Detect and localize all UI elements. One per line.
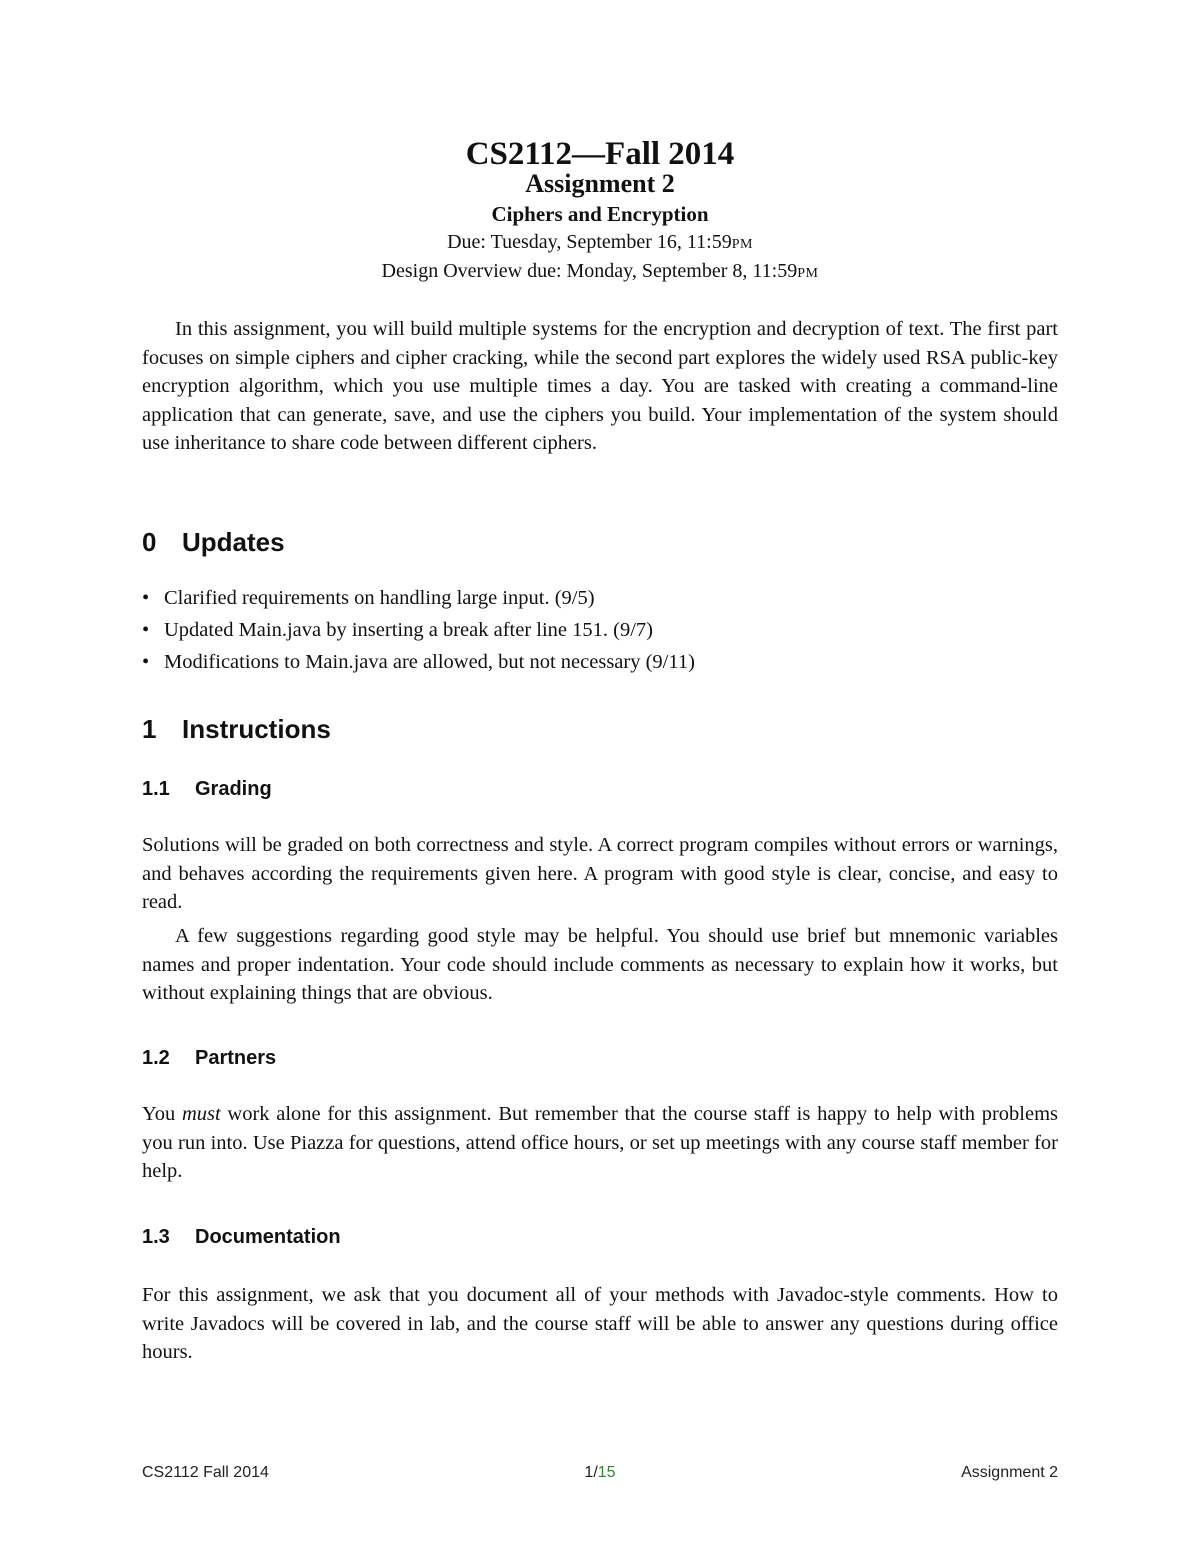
- list-item: [142, 582, 695, 614]
- intro-paragraph: In this assignment, you will build multiple systems for the encryption and decryption of text. The first part focuses on simple ciphers and cipher cracking, while the second part explores the widely used RSA public-key encryption algorithm, which you use multiple times a day. You are tasked with creating a command-line application that can generate, save, and use the ciphers you build. Your implementation of the system should use inheritance to share code between different ciphers.: [142, 318, 1058, 455]
- section-number: 1: [142, 714, 157, 744]
- design-due-pm: PM: [797, 266, 819, 281]
- list-item: [142, 646, 695, 678]
- list-item-text: Updated Main.java by inserting a break after line 151. (9/7): [164, 619, 653, 641]
- section-number: 0: [142, 527, 157, 557]
- document-subtitle: Assignment 2: [525, 169, 675, 198]
- page-current: 1/: [584, 1464, 598, 1481]
- footer-course: CS2112 Fall 2014: [142, 1464, 269, 1481]
- subsection-number: 1.3: [142, 1226, 170, 1248]
- grading-paragraph-2: A few suggestions regarding good style may be helpful. You should use brief but mnemonic variables names and proper indentation. Your code should include comments as necessary to explain how it works, but without explaining things that are obvious.: [142, 925, 1058, 1005]
- list-item: [142, 614, 695, 646]
- subsection-title: Grading: [195, 778, 272, 800]
- subsection-number: 1.2: [142, 1047, 170, 1069]
- subsection-documentation-heading: [142, 1224, 341, 1250]
- partners-text-end: work alone for this assignment. But remember that the course staff is happy to help with problems you run into. Use Piazza for questions, attend office hours, or set up meetings with any course staff member for help.: [142, 1103, 1058, 1183]
- list-item-text: Modifications to Main.java are allowed, but not necessary (9/11): [164, 651, 695, 673]
- design-due-line: [0, 258, 1200, 287]
- documentation-paragraph: For this assignment, we ask that you document all of your methods with Javadoc-style comments. How to write Javadocs will be covered in lab, and the course staff will be able to answer any questions during office hours.: [142, 1284, 1058, 1364]
- due-date-pm: PM: [731, 237, 753, 252]
- grading-paragraph-1: Solutions will be graded on both correctness and style. A correct program compiles without errors or warnings, and behaves according the requirements given here. A program with good style is clear, concise, and easy to read.: [142, 834, 1058, 914]
- bullet-icon: •: [142, 651, 150, 673]
- footer-assignment: Assignment 2: [961, 1464, 1058, 1481]
- page-footer: [142, 1464, 1058, 1488]
- subsection-title: Documentation: [195, 1226, 341, 1248]
- document-title: CS2112—Fall 2014: [465, 136, 735, 172]
- section-instructions-heading: [142, 713, 331, 745]
- partners-emphasis: must: [181, 1103, 221, 1125]
- subsection-number: 1.1: [142, 778, 170, 800]
- due-date-line: [0, 229, 1200, 258]
- bullet-icon: •: [142, 587, 150, 609]
- footer-page-number: [142, 1464, 1058, 1482]
- subsection-grading-heading: [142, 776, 272, 802]
- document-topic: Ciphers and Encryption: [491, 202, 709, 226]
- subsection-title: Partners: [195, 1047, 277, 1069]
- page-total-link[interactable]: 15: [597, 1464, 616, 1481]
- list-item-text: Clarified requirements on handling large input. (9/5): [164, 587, 595, 609]
- updates-list: [142, 582, 695, 678]
- design-due-text: Design Overview due: Monday, September 8, 11:59: [381, 260, 798, 282]
- due-date-text: Due: Tuesday, September 16, 11:59: [447, 231, 732, 253]
- bullet-icon: •: [142, 619, 150, 641]
- section-title: Instructions: [182, 714, 331, 744]
- section-updates-heading: [142, 526, 285, 558]
- partners-text-start: You: [142, 1103, 182, 1125]
- section-title: Updates: [182, 527, 285, 557]
- subsection-partners-heading: [142, 1045, 276, 1071]
- partners-paragraph: [142, 1100, 1058, 1186]
